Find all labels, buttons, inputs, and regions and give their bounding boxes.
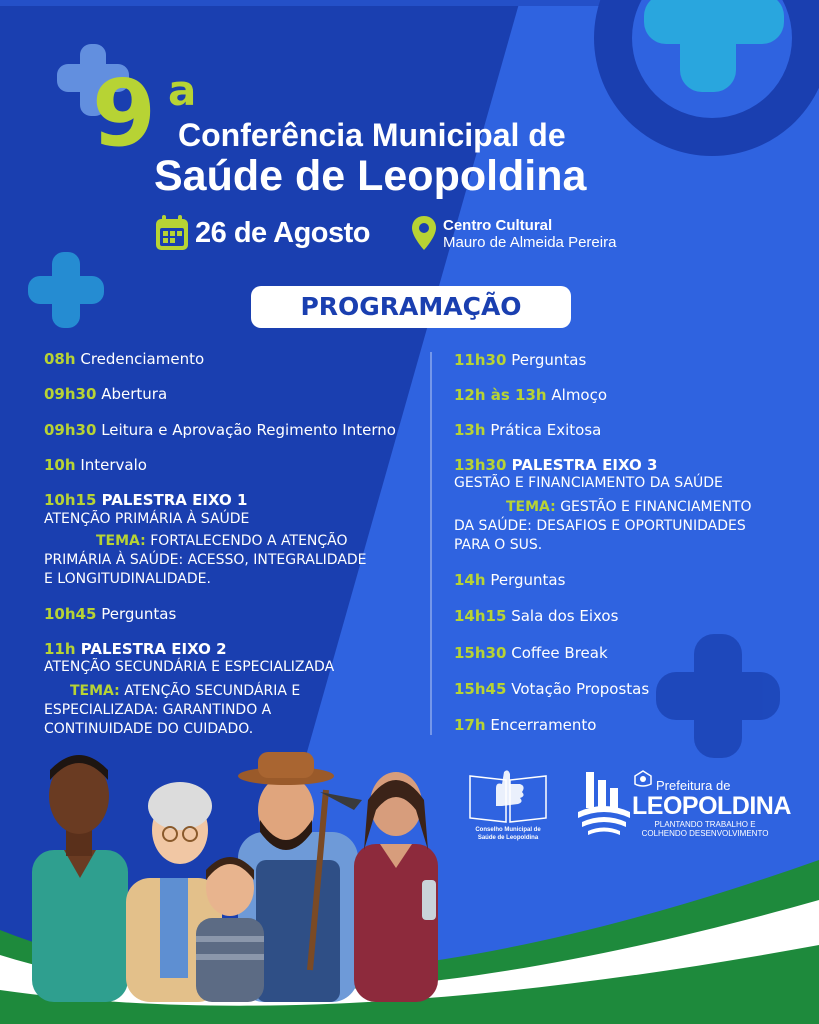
schedule-label: PALESTRA EIXO 3 xyxy=(511,456,658,474)
schedule-subtitle: ATENÇÃO SECUNDÁRIA E ESPECIALIZADA xyxy=(44,659,335,675)
tema-text: E LONGITUDINALIDADE. xyxy=(44,571,211,587)
schedule-subtitle: ATENÇÃO PRIMÁRIA À SAÚDE xyxy=(44,511,250,527)
schedule-time: 14h15 xyxy=(454,607,507,625)
characters-illustration xyxy=(20,740,460,1002)
tema-text: FORTALECENDO A ATENÇÃO xyxy=(150,533,348,549)
child-figure xyxy=(196,857,264,1002)
council-name-line2: Saúde de Leopoldina xyxy=(477,835,539,841)
schedule-item xyxy=(44,491,247,509)
schedule-time: 15h30 xyxy=(454,644,507,662)
schedule-item xyxy=(454,386,607,404)
schedule-item xyxy=(44,350,204,368)
tema-text: ESPECIALIZADA: GARANTINDO A xyxy=(44,702,272,718)
schedule-item xyxy=(454,680,649,698)
tema-text: DA SAÚDE: DESAFIOS E OPORTUNIDADES xyxy=(454,518,746,534)
schedule-item xyxy=(454,421,601,439)
plus-cross-icon xyxy=(28,252,104,328)
schedule-label: Leitura e Aprovação Regimento Interno xyxy=(101,421,396,439)
title-line1: Conferência Municipal de xyxy=(178,117,566,153)
tema-text: PARA O SUS. xyxy=(454,537,543,553)
schedule-time: 11h xyxy=(44,640,76,658)
schedule-item xyxy=(44,421,396,439)
schedule-item xyxy=(454,716,596,734)
schedule-time: 15h45 xyxy=(454,680,507,698)
title-line2: Saúde de Leopoldina xyxy=(154,152,587,200)
edition-number: 9 xyxy=(92,60,157,167)
tema-label: TEMA: xyxy=(506,499,556,515)
event-date: 26 de Agosto xyxy=(195,217,371,249)
council-name-line1: Conselho Municipal de xyxy=(475,827,541,833)
schedule-item xyxy=(454,456,657,474)
schedule-item xyxy=(454,571,565,589)
schedule-tema xyxy=(96,532,348,550)
venue-line1: Centro Cultural xyxy=(443,217,553,234)
schedule-time: 10h15 xyxy=(44,491,97,509)
calendar-icon xyxy=(154,214,190,252)
schedule-subtitle: GESTÃO E FINANCIAMENTO DA SAÚDE xyxy=(454,475,723,491)
prefeitura-slogan-line1: PLANTANDO TRABALHO E xyxy=(654,820,756,829)
schedule-item xyxy=(44,456,147,474)
schedule-item xyxy=(454,644,608,662)
schedule-label: Encerramento xyxy=(490,716,597,734)
schedule-time: 14h xyxy=(454,571,486,589)
schedule-label: Credenciamento xyxy=(80,350,205,368)
programacao-heading: PROGRAMAÇÃO xyxy=(300,292,522,321)
tema-label: TEMA: xyxy=(96,533,146,549)
schedule-label: PALESTRA EIXO 1 xyxy=(101,491,248,509)
schedule-label: Intervalo xyxy=(80,456,147,474)
schedule-time: 17h xyxy=(454,716,486,734)
schedule-label: Votação Propostas xyxy=(511,680,650,698)
schedule-time: 09h30 xyxy=(44,421,97,439)
schedule-label: Coffee Break xyxy=(511,644,608,662)
nurse-woman-figure xyxy=(354,772,438,1002)
schedule-label: Abertura xyxy=(101,385,168,403)
schedule-time: 12h às 13h xyxy=(454,386,547,404)
prefeitura-label: Prefeitura de xyxy=(656,778,731,793)
schedule-tema xyxy=(70,682,300,700)
tema-text: CONTINUIDADE DO CUIDADO. xyxy=(44,721,254,737)
schedule-label: Almoço xyxy=(551,386,608,404)
schedule-item xyxy=(454,607,618,625)
schedule-item xyxy=(44,605,176,623)
book-hand-icon xyxy=(466,766,550,826)
schedule-label: Sala dos Eixos xyxy=(511,607,619,625)
city-logo-icon xyxy=(576,768,632,836)
schedule-item xyxy=(44,385,167,403)
crest-icon xyxy=(633,770,653,788)
location-pin-icon xyxy=(410,214,438,252)
schedule-time: 10h xyxy=(44,456,76,474)
schedule-label: Perguntas xyxy=(490,571,566,589)
schedule-item xyxy=(44,640,227,658)
schedule-time: 08h xyxy=(44,350,76,368)
edition-suffix: a xyxy=(168,66,197,115)
tema-label: TEMA: xyxy=(70,683,120,699)
tema-text: GESTÃO E FINANCIAMENTO xyxy=(560,499,752,515)
schedule-time: 09h30 xyxy=(44,385,97,403)
tema-text: PRIMÁRIA À SAÚDE: ACESSO, INTEGRALIDADE xyxy=(44,552,367,568)
schedule-time: 10h45 xyxy=(44,605,97,623)
tema-text: ATENÇÃO SECUNDÁRIA E xyxy=(124,683,301,699)
prefeitura-name: LEOPOLDINA xyxy=(632,792,791,820)
prefeitura-slogan-line2: COLHENDO DESENVOLVIMENTO xyxy=(641,829,769,838)
schedule-time: 11h30 xyxy=(454,351,507,369)
schedule-tema xyxy=(506,498,752,516)
schedule-label: PALESTRA EIXO 2 xyxy=(80,640,227,658)
nurse-man-figure xyxy=(32,755,128,1002)
schedule-label: Prática Exitosa xyxy=(490,421,602,439)
schedule-label: Perguntas xyxy=(101,605,177,623)
schedule-time: 13h xyxy=(454,421,486,439)
venue-line2: Mauro de Almeida Pereira xyxy=(443,234,617,251)
schedule-item xyxy=(454,351,586,369)
schedule-label: Perguntas xyxy=(511,351,587,369)
schedule-time: 13h30 xyxy=(454,456,507,474)
